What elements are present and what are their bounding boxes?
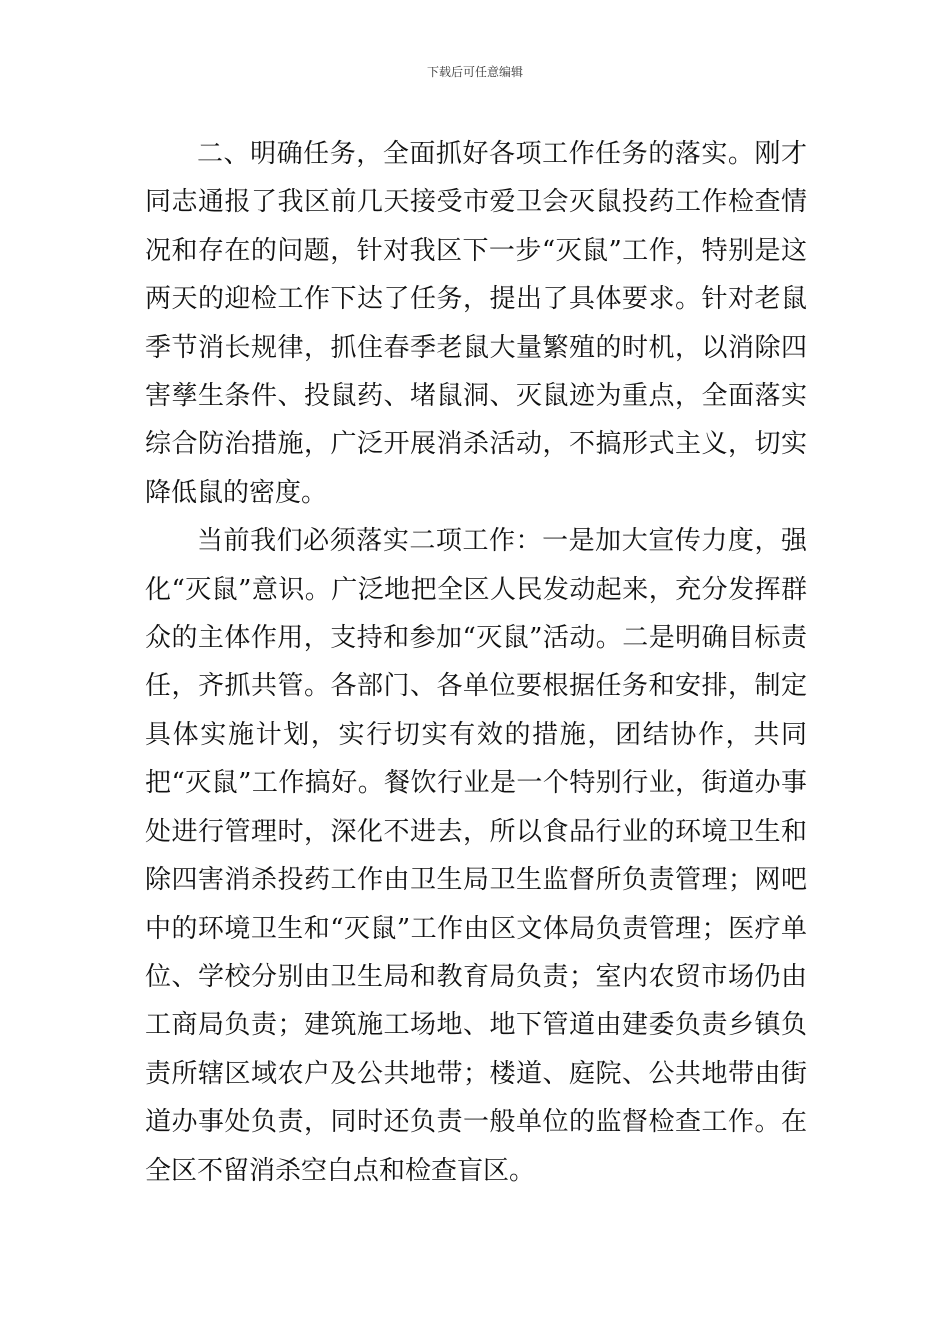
paragraph-current-work: 当前我们必须落实二项工作：一是加大宣传力度，强化“灭鼠”意识。广泛地把全区人民发动起来，充分发挥群众的主体作用，支持和参加“灭鼠”活动。二是明确目标责任，齐抓共管。各部门、各单位要根据任务和安排，制定具体实施计划，实行切实有效的措施，团结协作，共同把“灭鼠”工作搞好。餐饮行业是一个特别行业，街道办事处进行管理时，深化不进去，所以食品行业的环境卫生和除四害消杀投药工作由卫生局卫生监督所负责管理；网吧中的环境卫生和“灭鼠”工作由区文体局负责管理；医疗单位、学校分别由卫生局和教育局负责；室内农贸市场仍由工商局负责；建筑施工场地、地下管道由建委负责乡镇负责所辖区域农户及公共地带；楼道、庭院、公共地带由街道办事处负责，同时还负责一般单位的监督检查工作。在全区不留消杀空白点和检查盲区。 <box>145 526 807 1186</box>
document-body <box>145 130 807 1195</box>
paragraph-task-assignment: 二、明确任务，全面抓好各项工作任务的落实。刚才同志通报了我区前几天接受市爱卫会灭鼠投药工作检查情况和存在的问题，针对我区下一步“灭鼠”工作，特别是这两天的迎检工作下达了任务，提出了具体要求。针对老鼠季节消长规律，抓住春季老鼠大量繁殖的时机，以消除四害孳生条件、投鼠药、堵鼠洞、灭鼠迹为重点，全面落实综合防治措施，广泛开展消杀活动，不搞形式主义，切实降低鼠的密度。 <box>145 139 807 508</box>
page-header: 下载后可任意编辑 <box>426 65 523 79</box>
